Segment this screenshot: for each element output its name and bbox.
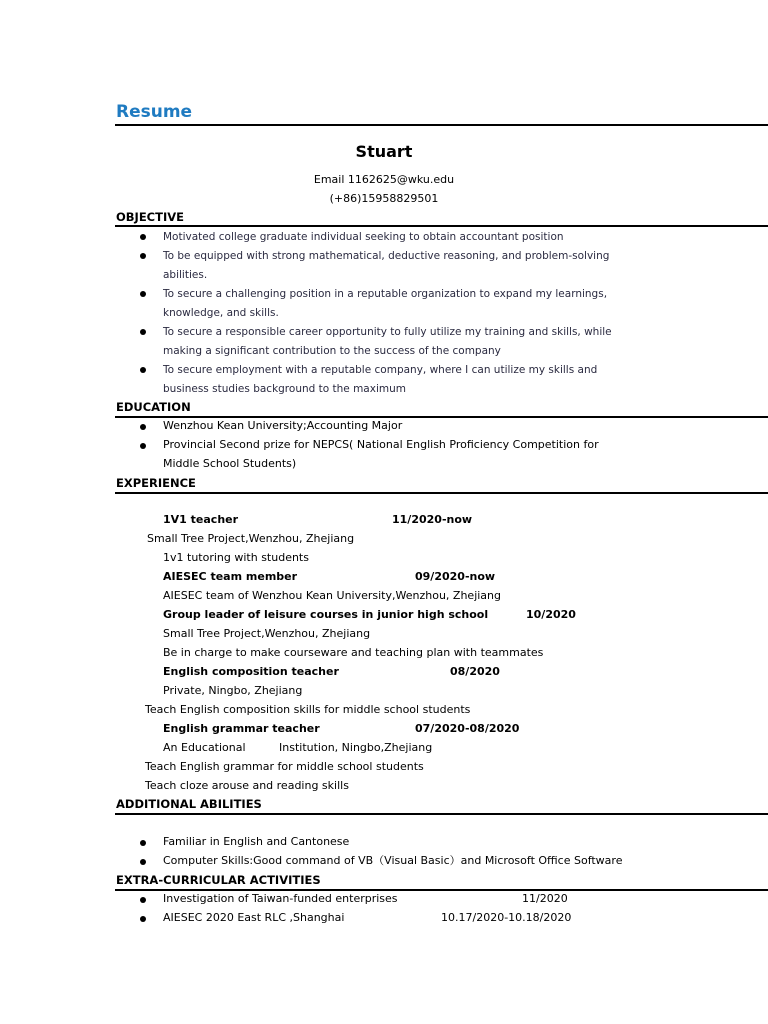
- ability-item: Computer Skills:Good command of VB（Visual Basic）and Microsoft Office Software: [163, 854, 623, 867]
- objective-line: To be equipped with strong mathematical, deductive reasoning, and problem-solving: [163, 250, 610, 262]
- bullet-dot: [140, 253, 146, 259]
- job-org: Institution, Ningbo,Zhejiang: [279, 741, 433, 754]
- education-line: Middle School Students): [163, 457, 297, 470]
- title-divider: [115, 124, 768, 126]
- bullet-dot: [140, 367, 146, 373]
- bullet-dot: [140, 291, 146, 297]
- bullet-dot: [140, 234, 146, 240]
- job-date: 11/2020-now: [392, 513, 473, 526]
- job-date: 10/2020: [526, 608, 576, 621]
- abilities-heading: ADDITIONAL ABILITIES: [116, 797, 262, 811]
- objective-line: To secure a responsible career opportunity to fully utilize my training and skills, while: [163, 326, 612, 338]
- job-desc: Teach English grammar for middle school students: [145, 760, 424, 773]
- job-date: 09/2020-now: [415, 570, 496, 583]
- objective-divider: [115, 225, 768, 227]
- job-desc: 1v1 tutoring with students: [163, 551, 309, 564]
- job-org: Private, Ningbo, Zhejiang: [163, 684, 303, 697]
- job-org: An Educational: [163, 741, 246, 754]
- objective-line: abilities.: [163, 269, 208, 281]
- email-line: Email 1162625@wku.edu: [313, 173, 455, 186]
- bullet-dot: [140, 424, 146, 430]
- activities-heading: EXTRA-CURRICULAR ACTIVITIES: [116, 873, 321, 887]
- job-title: English composition teacher: [163, 665, 339, 678]
- abilities-divider: [115, 813, 768, 815]
- objective-line: To secure a challenging position in a reputable organization to expand my learnings,: [163, 288, 608, 300]
- bullet-dot: [140, 916, 146, 922]
- job-date: 07/2020-08/2020: [415, 722, 520, 735]
- job-date: 08/2020: [450, 665, 500, 678]
- education-divider: [115, 416, 768, 418]
- job-title: AIESEC team member: [163, 570, 298, 583]
- education-line: Wenzhou Kean University;Accounting Major: [163, 419, 403, 432]
- phone-line: (+86)15958829501: [329, 192, 439, 205]
- objective-line: business studies background to the maximum: [163, 383, 406, 395]
- activity-date: 10.17/2020-10.18/2020: [441, 911, 572, 924]
- bullet-dot: [140, 897, 146, 903]
- job-title: 1V1 teacher: [163, 513, 239, 526]
- bullet-dot: [140, 859, 146, 865]
- experience-divider: [115, 492, 768, 494]
- education-line: Provincial Second prize for NEPCS( National English Proficiency Competition for: [163, 438, 599, 451]
- job-title: Group leader of leisure courses in junior high school: [163, 608, 489, 621]
- objective-line: making a significant contribution to the success of the company: [163, 345, 501, 357]
- activity-name: AIESEC 2020 East RLC ,Shanghai: [163, 911, 345, 924]
- ability-item: Familiar in English and Cantonese: [163, 835, 350, 848]
- job-title: English grammar teacher: [163, 722, 320, 735]
- resume-title: Resume: [116, 102, 193, 122]
- job-org: Small Tree Project,Wenzhou, Zhejiang: [147, 532, 355, 545]
- bullet-dot: [140, 329, 146, 335]
- experience-heading: EXPERIENCE: [116, 476, 196, 490]
- activity-name: Investigation of Taiwan-funded enterprises: [163, 892, 398, 905]
- job-desc: Teach cloze arouse and reading skills: [145, 779, 349, 792]
- objective-line: Motivated college graduate individual seeking to obtain accountant position: [163, 231, 564, 243]
- job-org: AIESEC team of Wenzhou Kean University,Wenzhou, Zhejiang: [163, 589, 501, 602]
- activity-date: 11/2020: [522, 892, 568, 905]
- job-desc: Teach English composition skills for middle school students: [145, 703, 471, 716]
- objective-line: knowledge, and skills.: [163, 307, 279, 319]
- candidate-name: Stuart: [355, 142, 413, 161]
- education-heading: EDUCATION: [116, 400, 191, 414]
- bullet-dot: [140, 443, 146, 449]
- job-desc: Be in charge to make courseware and teaching plan with teammates: [163, 646, 544, 659]
- objective-line: To secure employment with a reputable company, where I can utilize my skills and: [163, 364, 598, 376]
- activities-divider: [115, 889, 768, 891]
- bullet-dot: [140, 840, 146, 846]
- objective-heading: OBJECTIVE: [116, 210, 184, 224]
- job-org: Small Tree Project,Wenzhou, Zhejiang: [163, 627, 371, 640]
